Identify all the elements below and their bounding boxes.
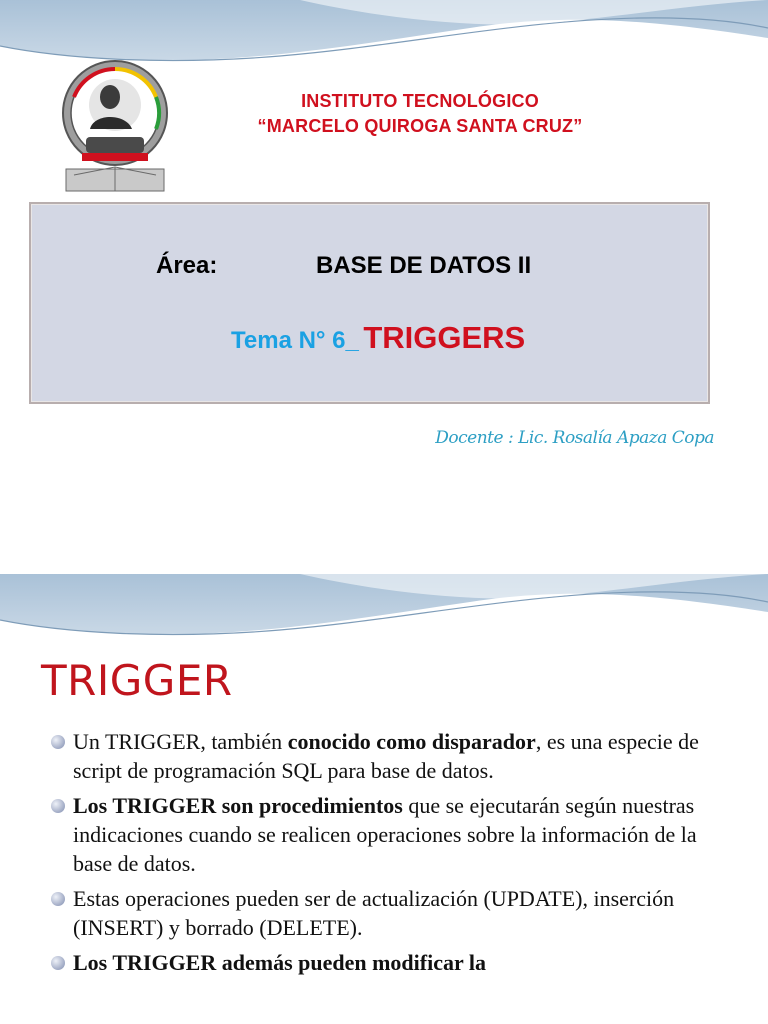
bullet-icon — [51, 735, 65, 749]
content-slide — [0, 574, 768, 1024]
subject-box — [29, 202, 710, 404]
slide-separator — [0, 560, 768, 574]
topic-number: Tema N° 6_ — [231, 327, 359, 354]
bullet-icon — [51, 956, 65, 970]
area-value: BASE DE DATOS II — [316, 252, 532, 279]
institution-seal-logo — [60, 55, 170, 197]
institution-subname: “MARCELO QUIROGA SANTA CRUZ” — [257, 116, 583, 136]
topic-line — [231, 320, 525, 356]
topic-title: TRIGGERS — [363, 320, 526, 355]
list-item: Los TRIGGER además pueden modificar la — [50, 948, 740, 977]
list-item: Un TRIGGER, también conocido como disparador, es una especie de script de programación SQL para base de datos. — [50, 727, 740, 785]
list-item: Estas operaciones pueden ser de actualización (UPDATE), inserción (INSERT) y borrado (DELETE). — [50, 884, 740, 942]
teacher-credit: Docente : Lic. Rosalía Apaza Copa — [435, 428, 714, 448]
bullet-icon — [51, 892, 65, 906]
bullet-icon — [51, 799, 65, 813]
slide-title: TRIGGER — [41, 656, 233, 705]
institution-name: INSTITUTO TECNOLÓGICO — [301, 91, 539, 111]
area-label: Área: — [156, 252, 218, 279]
list-item: Los TRIGGER son procedimientos que se ejecutarán según nuestras indicaciones cuando se realicen operaciones sobre la información de la base de datos. — [50, 791, 740, 878]
bullet-list — [50, 727, 740, 983]
header-wave-decoration — [0, 574, 768, 654]
